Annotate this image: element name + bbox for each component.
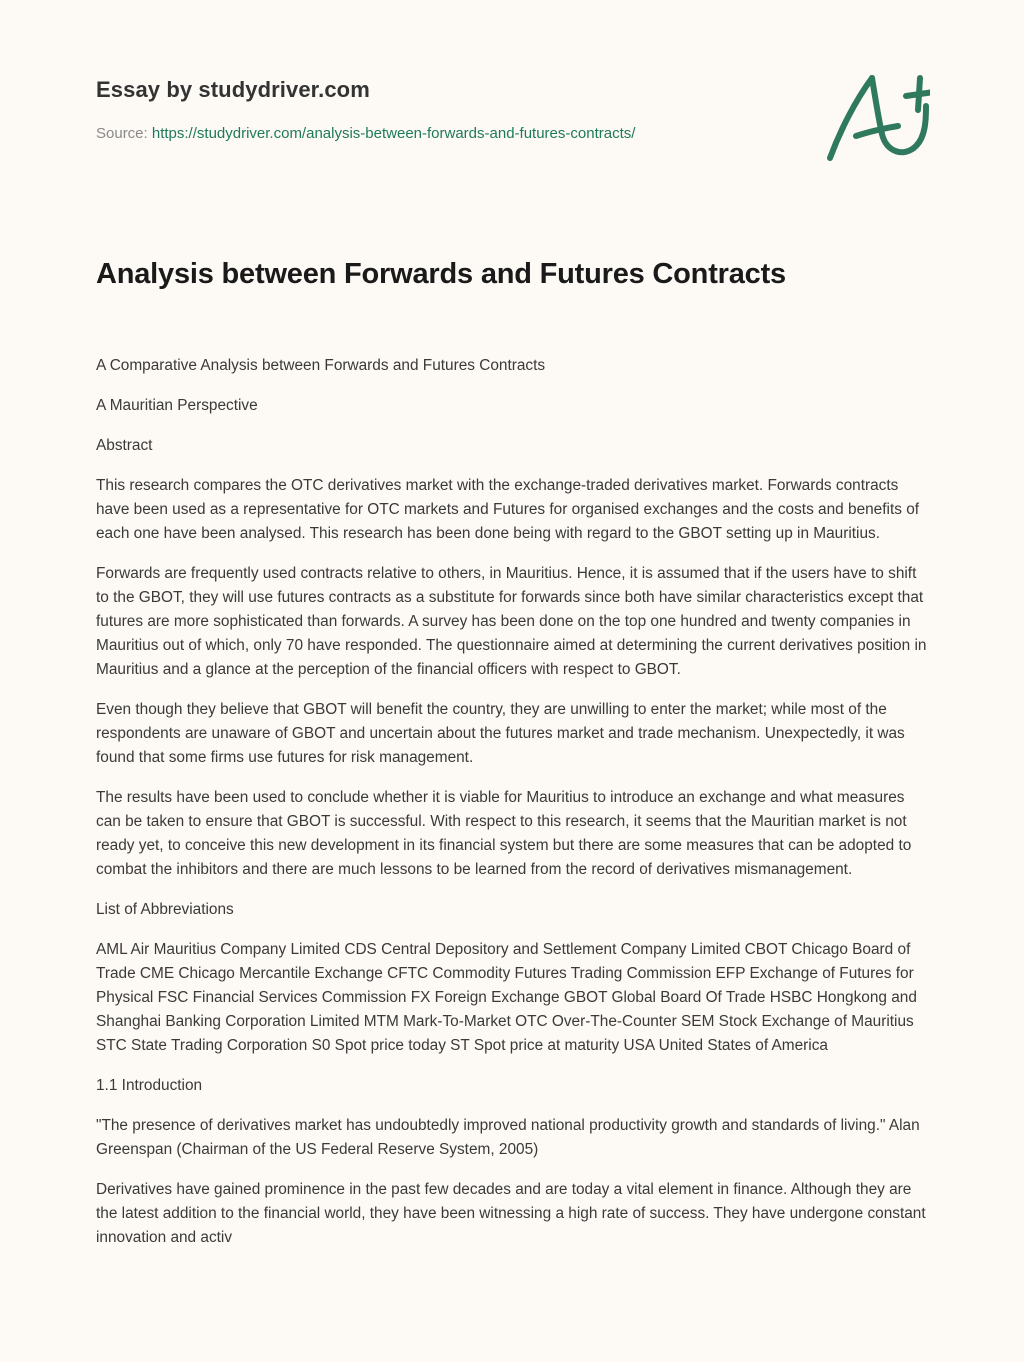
paragraph: The results have been used to conclude whether it is viable for Mauritius to introduce an exchange and what measures can be taken to ensure that GBOT is successful. With respect to this research, it seems that the Mauritian market is not ready yet, to conceive this new development in its financial system but there are some measures that can be adopted to combat the inhibitors and there are much lessons to be learned from the record of derivatives mismanagement.	[96, 789, 912, 878]
section-heading-abbreviations: List of Abbreviations	[96, 901, 234, 918]
brand-title: Essay by studydriver.com	[96, 77, 370, 102]
abbreviations-list: AML Air Mauritius Company Limited CDS Central Depository and Settlement Company Limited CBOT Chicago Board of Trade CME Chicago Mercantile Exchange CFTC Commodity Futures Trading Commission EFP Exchange of Futures for Physical FSC Financial Services Commission FX Foreign Exchange GBOT Global Board Of Trade HSBC Hongkong and Shanghai Banking Corporation Limited MTM Mark-To-Market OTC Over-The-Counter SEM Stock Exchange of Mauritius STC State Trading Corporation S0 Spot price today ST Spot price at maturity USA United States of America	[96, 941, 917, 1054]
source-label: Source:	[96, 125, 152, 142]
paragraph: This research compares the OTC derivatives market with the exchange-traded derivatives market. Forwards contracts have been used as a representative for OTC markets and Futures for organised exchanges and the costs and benefits of each one have been analysed. This research has been done being with regard to the GBOT setting up in Mauritius.	[96, 477, 920, 542]
a-plus-grade-icon	[820, 66, 930, 166]
source-line	[96, 124, 796, 144]
paragraph: Even though they believe that GBOT will benefit the country, they are unwilling to enter the market; while most of the respondents are unaware of GBOT and uncertain about the futures market and trade mechanism. Unexpectedly, it was found that some firms use futures for risk management.	[96, 701, 905, 766]
page-header	[96, 74, 796, 144]
subtitle: A Comparative Analysis between Forwards and Futures Contracts	[96, 357, 546, 374]
paragraph: Derivatives have gained prominence in the past few decades and are today a vital element in finance. Although they are the latest addition to the financial world, they have been witnessing a high rate of success. They have undergone constant innovation and activ	[96, 1181, 926, 1246]
paragraph: Forwards are frequently used contracts relative to others, in Mauritius. Hence, it is assumed that if the users have to shift to the GBOT, they will use futures contracts as a substitute for forwards since both have similar characteristics except that futures are more sophisticated than forwards. A survey has been done on the top one hundred and twenty companies in Mauritius out of which, only 70 have responded. The questionnaire aimed at determining the current derivatives position in Mauritius and a glance at the perception of the financial officers with respect to GBOT.	[96, 565, 927, 678]
document-body	[96, 354, 932, 1266]
quote-paragraph: "The presence of derivatives market has undoubtedly improved national productivity growth and standards of living." Alan Greenspan (Chairman of the US Federal Reserve System, 2005)	[96, 1117, 920, 1158]
document-title: Analysis between Forwards and Futures Contracts	[96, 258, 786, 290]
subtitle-perspective: A Mauritian Perspective	[96, 397, 258, 414]
source-link[interactable]: https://studydriver.com/analysis-between-forwards-and-futures-contracts/	[151, 125, 636, 142]
section-heading-abstract: Abstract	[96, 437, 153, 454]
section-heading-introduction: 1.1 Introduction	[96, 1077, 203, 1094]
